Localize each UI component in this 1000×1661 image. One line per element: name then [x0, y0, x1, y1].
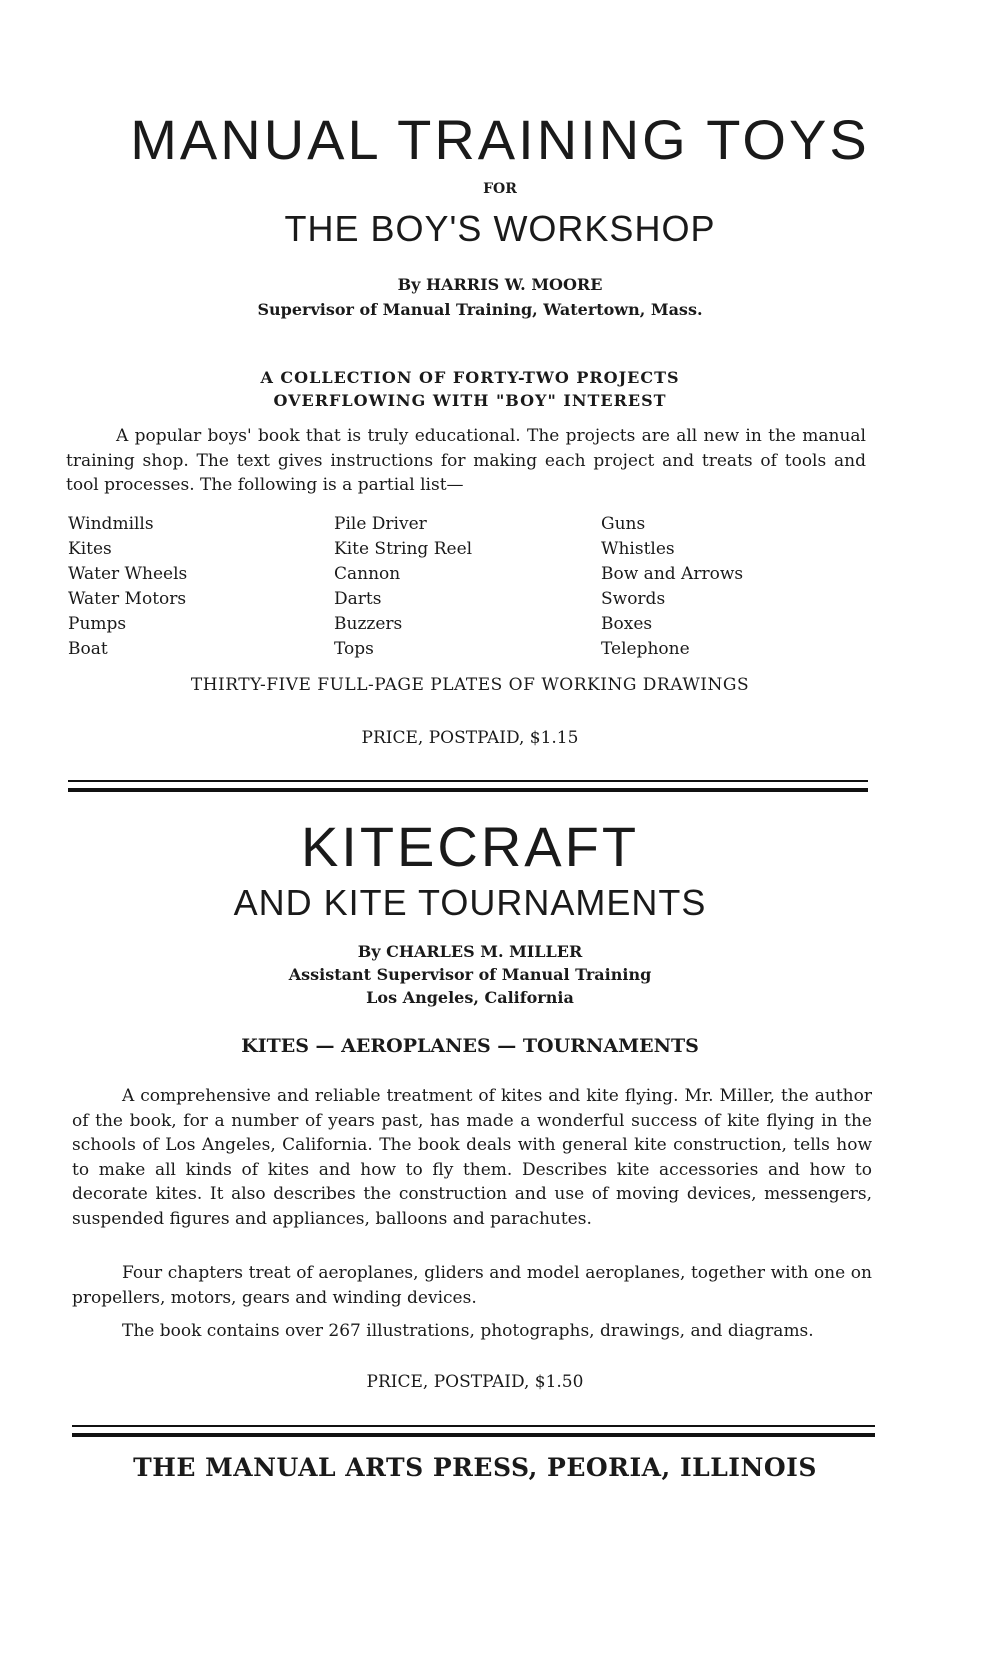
- book1-projects-col3: [601, 512, 743, 662]
- book1-author: By HARRIS W. MOORE: [397, 275, 603, 294]
- book1-description: A popular boys' book that is truly educational. The projects are all new in the manual training shop. The text gives instructions for making each project and treats of tools and tool processes. The following is a partial list—: [66, 426, 866, 495]
- list-item: Tops: [334, 639, 374, 659]
- list-item: Buzzers: [334, 614, 403, 634]
- list-item: Cannon: [334, 564, 401, 584]
- list-item: Water Motors: [68, 589, 187, 609]
- book2-author: By CHARLES M. MILLER: [357, 942, 583, 961]
- book2-paragraph3: The book contains over 267 illustrations, photographs, drawings, and diagrams.: [122, 1321, 814, 1341]
- list-item: Kite String Reel: [334, 539, 473, 559]
- book2-author-role1: Assistant Supervisor of Manual Training: [288, 965, 652, 984]
- book2-price: PRICE, POSTPAID, $1.50: [366, 1372, 584, 1392]
- book2-subtitle: AND KITE TOURNAMENTS: [233, 882, 707, 923]
- book1-collection-line1: A COLLECTION OF FORTY-TWO PROJECTS: [260, 368, 680, 387]
- book1-price: PRICE, POSTPAID, $1.15: [361, 728, 579, 748]
- section-divider-thick: [68, 788, 868, 792]
- book1-collection-line2: OVERFLOWING WITH "BOY" INTEREST: [273, 391, 667, 410]
- book1-title: MANUAL TRAINING TOYS: [130, 108, 870, 171]
- list-item: Swords: [601, 589, 666, 609]
- book1-projects-col2: [334, 512, 472, 662]
- section-divider-thin: [68, 780, 868, 782]
- list-item: Water Wheels: [68, 564, 188, 584]
- list-item: Guns: [601, 514, 646, 534]
- book2-topics: KITES — AEROPLANES — TOURNAMENTS: [241, 1035, 699, 1057]
- book1-plates: THIRTY-FIVE FULL-PAGE PLATES OF WORKING DRAWINGS: [190, 675, 750, 695]
- list-item: Pile Driver: [334, 514, 427, 534]
- book2-author-role2: Los Angeles, California: [366, 988, 574, 1007]
- book1-for: FOR: [483, 181, 517, 197]
- list-item: Kites: [68, 539, 112, 559]
- book2-title: KITECRAFT: [300, 815, 640, 878]
- list-item: Windmills: [68, 514, 154, 534]
- list-item: Telephone: [601, 639, 690, 659]
- footer-divider-thick: [72, 1433, 875, 1437]
- footer-divider-thin: [72, 1425, 875, 1427]
- book1-subtitle: THE BOY'S WORKSHOP: [284, 208, 716, 249]
- list-item: Boxes: [601, 614, 653, 634]
- publisher-imprint: THE MANUAL ARTS PRESS, PEORIA, ILLINOIS: [133, 1453, 817, 1482]
- list-item: Darts: [334, 589, 382, 609]
- list-item: Pumps: [68, 614, 127, 634]
- list-item: Whistles: [601, 539, 675, 559]
- book1-projects-col1: [68, 512, 187, 662]
- list-item: Bow and Arrows: [601, 564, 744, 584]
- list-item: Boat: [68, 639, 108, 659]
- book2-paragraph2: Four chapters treat of aeroplanes, gliders and model aeroplanes, together with one on propellers, motors, gears and winding devices.: [72, 1263, 872, 1308]
- book1-author-role: Supervisor of Manual Training, Watertown, Mass.: [257, 300, 703, 319]
- book2-paragraph1: A comprehensive and reliable treatment of kites and kite flying. Mr. Miller, the author of the book, for a number of years past, has made a wonderful success of kite flying in the schools of Los Angeles, California. The book deals with general kite construction, tells how to make all kinds of kites and how to fly them. Describes kite accessories and how to decorate kites. It also describes the construction and use of moving devices, messengers, suspended figures and appliances, balloons and parachutes.: [72, 1086, 872, 1229]
